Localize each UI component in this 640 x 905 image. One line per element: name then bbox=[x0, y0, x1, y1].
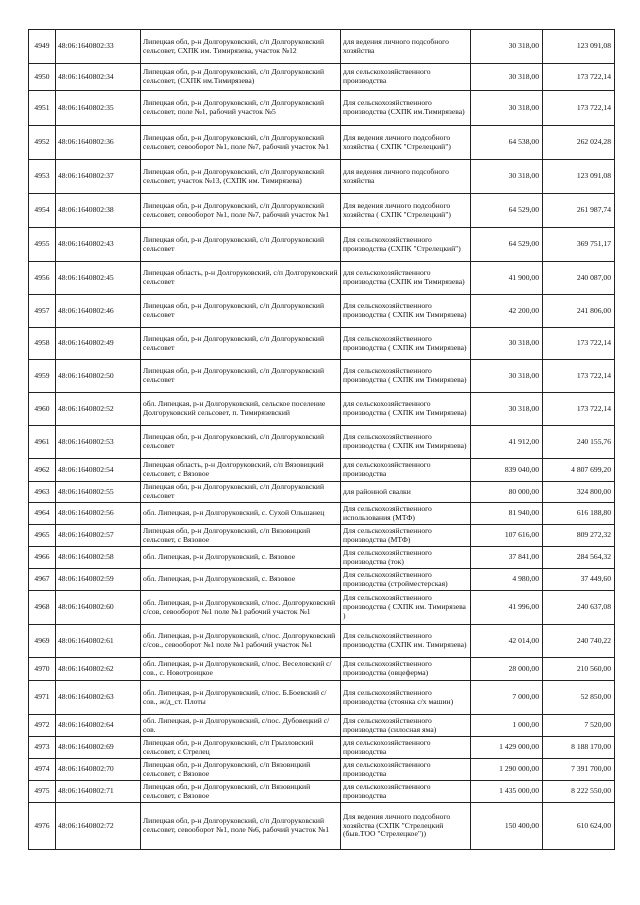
table-row bbox=[29, 525, 615, 547]
permitted-use-cell: для сельскохозяйственного производства (СХПК им Тимирязева) bbox=[341, 262, 471, 295]
permitted-use-cell: Для сельскохозяйственного производства (силосная яма) bbox=[341, 715, 471, 737]
area-cell: 64 529,00 bbox=[471, 194, 543, 228]
table-row bbox=[29, 547, 615, 569]
address-cell: Липецкая обл, р-н Долгоруковский, с/п Вязовицкий сельсовет, с Вязовое bbox=[141, 759, 341, 781]
area-cell: 64 529,00 bbox=[471, 228, 543, 262]
cadastral-value-cell: 240 637,08 bbox=[543, 591, 615, 625]
cadastral-value-cell: 262 024,28 bbox=[543, 126, 615, 160]
area-cell: 41 912,00 bbox=[471, 426, 543, 459]
row-number-cell: 4968 bbox=[29, 591, 56, 625]
permitted-use-cell: для сельскохозяйственного производства ( СХПК им Тимирязева) bbox=[341, 393, 471, 426]
address-cell: Липецкая обл, р-н Долгоруковский, с/п Долгоруковский сельсовет bbox=[141, 426, 341, 459]
address-cell: Липецкая обл, р-н Долгоруковский, с/п Долгоруковский сельсовет, СХПК им. Тимирязева, участок №12 bbox=[141, 30, 341, 64]
cadastral-value-cell: 173 722,14 bbox=[543, 91, 615, 126]
permitted-use-cell: для районной свалки bbox=[341, 482, 471, 503]
address-cell: Липецкая область, р-н Долгоруковский, с/п Долгоруковский сельсовет bbox=[141, 262, 341, 295]
row-number-cell: 4972 bbox=[29, 715, 56, 737]
table-row bbox=[29, 30, 615, 64]
permitted-use-cell: Для сельскохозяйственного производства (овцеферма) bbox=[341, 658, 471, 681]
address-cell: Липецкая обл, р-н Долгоруковский, с/п Долгоруковский сельсовет, севооборот №1, поле №7, рабочий участок №1 bbox=[141, 194, 341, 228]
area-cell: 30 318,00 bbox=[471, 160, 543, 194]
cadastral-number-cell: 48:06:1640802:35 bbox=[56, 91, 141, 126]
address-cell: обл. Липецкая, р-н Долгоруковский, с/пос. Б.Боевский с/сов., ж/д_ст. Плоты bbox=[141, 681, 341, 715]
cadastral-number-cell: 48:06:1640802:52 bbox=[56, 393, 141, 426]
cadastral-number-cell: 48:06:1640802:69 bbox=[56, 737, 141, 759]
cadastral-number-cell: 48:06:1640802:36 bbox=[56, 126, 141, 160]
row-number-cell: 4959 bbox=[29, 360, 56, 393]
table-row bbox=[29, 503, 615, 525]
area-cell: 150 400,00 bbox=[471, 803, 543, 850]
row-number-cell: 4950 bbox=[29, 64, 56, 91]
area-cell: 42 200,00 bbox=[471, 295, 543, 328]
row-number-cell: 4971 bbox=[29, 681, 56, 715]
cadastral-value-cell: 241 806,00 bbox=[543, 295, 615, 328]
cadastral-value-cell: 210 560,00 bbox=[543, 658, 615, 681]
cadastral-value-cell: 173 722,14 bbox=[543, 328, 615, 360]
address-cell: Липецкая область, р-н Долгоруковский, с/п Вязовицкий сельсовет, с Вязовое bbox=[141, 459, 341, 482]
address-cell: Липецкая обл, р-н Долгоруковский, с/п Долгоруковский сельсовет, севооборот №1, поле №7, рабочий участок №1 bbox=[141, 126, 341, 160]
area-cell: 30 318,00 bbox=[471, 64, 543, 91]
permitted-use-cell: Для сельскохозяйственного производства (МТФ) bbox=[341, 525, 471, 547]
row-number-cell: 4969 bbox=[29, 625, 56, 658]
address-cell: Липецкая обл, р-н Долгоруковский, с/п Грызловский сельсовет, с Стрелец bbox=[141, 737, 341, 759]
table-row bbox=[29, 262, 615, 295]
cadastral-value-cell: 123 091,08 bbox=[543, 30, 615, 64]
permitted-use-cell: Для сельскохозяйственного производства (СХПК им.Тимирязева) bbox=[341, 91, 471, 126]
cadastral-number-cell: 48:06:1640802:33 bbox=[56, 30, 141, 64]
area-cell: 1 435 000,00 bbox=[471, 781, 543, 803]
area-cell: 80 000,00 bbox=[471, 482, 543, 503]
area-cell: 28 000,00 bbox=[471, 658, 543, 681]
cadastral-value-cell: 324 800,00 bbox=[543, 482, 615, 503]
table-row bbox=[29, 681, 615, 715]
cadastral-value-cell: 8 188 170,00 bbox=[543, 737, 615, 759]
row-number-cell: 4951 bbox=[29, 91, 56, 126]
address-cell: Липецкая обл, р-н Долгоруковский, с/п Долгоруковский сельсовет bbox=[141, 328, 341, 360]
table-row bbox=[29, 328, 615, 360]
table-row bbox=[29, 803, 615, 850]
permitted-use-cell: Для сельскохозяйственного производства ( СХПК им Тимирязева) bbox=[341, 328, 471, 360]
table-row bbox=[29, 295, 615, 328]
cadastral-number-cell: 48:06:1640802:61 bbox=[56, 625, 141, 658]
table-row bbox=[29, 625, 615, 658]
table-row bbox=[29, 591, 615, 625]
table-row bbox=[29, 658, 615, 681]
cadastral-number-cell: 48:06:1640802:53 bbox=[56, 426, 141, 459]
address-cell: обл. Липецкая, р-н Долгоруковский, с. Вязовое bbox=[141, 569, 341, 591]
permitted-use-cell: Для сельскохозяйственного производства (СХПК "Стрелецкий") bbox=[341, 228, 471, 262]
permitted-use-cell: для ведения личного подсобного хозяйства bbox=[341, 30, 471, 64]
area-cell: 1 000,00 bbox=[471, 715, 543, 737]
table-row bbox=[29, 393, 615, 426]
area-cell: 839 040,00 bbox=[471, 459, 543, 482]
cadastral-value-cell: 37 449,60 bbox=[543, 569, 615, 591]
row-number-cell: 4961 bbox=[29, 426, 56, 459]
cadastral-value-cell: 369 751,17 bbox=[543, 228, 615, 262]
cadastral-number-cell: 48:06:1640802:64 bbox=[56, 715, 141, 737]
cadastral-number-cell: 48:06:1640802:34 bbox=[56, 64, 141, 91]
address-cell: Липецкая обл, р-н Долгоруковский, с/п Долгоруковский сельсовет, участок №13, (СХПК им. Тимирязева) bbox=[141, 160, 341, 194]
permitted-use-cell: Для ведения личного подсобного хозяйства ( СХПК "Стрелецкий") bbox=[341, 194, 471, 228]
row-number-cell: 4974 bbox=[29, 759, 56, 781]
row-number-cell: 4963 bbox=[29, 482, 56, 503]
parcel-table bbox=[28, 29, 615, 850]
cadastral-value-cell: 173 722,14 bbox=[543, 64, 615, 91]
address-cell: Липецкая обл, р-н Долгоруковский, с/п Вязовицкий сельсовет, с Вязовое bbox=[141, 525, 341, 547]
table-row bbox=[29, 64, 615, 91]
area-cell: 37 841,00 bbox=[471, 547, 543, 569]
row-number-cell: 4957 bbox=[29, 295, 56, 328]
permitted-use-cell: Для сельскохозяйственного производства ( СХПК им Тимирязева) bbox=[341, 295, 471, 328]
cadastral-number-cell: 48:06:1640802:46 bbox=[56, 295, 141, 328]
row-number-cell: 4967 bbox=[29, 569, 56, 591]
permitted-use-cell: Для сельскохозяйственного производства (ток) bbox=[341, 547, 471, 569]
table-row bbox=[29, 194, 615, 228]
address-cell: Липецкая обл, р-н Долгоруковский, с/п Вязовицкий сельсовет, с Вязовое bbox=[141, 781, 341, 803]
area-cell: 1 290 000,00 bbox=[471, 759, 543, 781]
cadastral-value-cell: 52 850,00 bbox=[543, 681, 615, 715]
cadastral-value-cell: 7 391 700,00 bbox=[543, 759, 615, 781]
area-cell: 64 538,00 bbox=[471, 126, 543, 160]
cadastral-value-cell: 261 987,74 bbox=[543, 194, 615, 228]
row-number-cell: 4970 bbox=[29, 658, 56, 681]
permitted-use-cell: для сельскохозяйственного производства bbox=[341, 781, 471, 803]
address-cell: обл. Липецкая, р-н Долгоруковский, с. Вязовое bbox=[141, 547, 341, 569]
row-number-cell: 4976 bbox=[29, 803, 56, 850]
table-row bbox=[29, 482, 615, 503]
permitted-use-cell: Для ведения личного подсобного хозяйства (СХПК "Стрелецкий (быв.ТОО "Стрелецкое")) bbox=[341, 803, 471, 850]
cadastral-number-cell: 48:06:1640802:45 bbox=[56, 262, 141, 295]
permitted-use-cell: Для ведения личного подсобного хозяйства ( СХПК "Стрелецкий") bbox=[341, 126, 471, 160]
permitted-use-cell: для сельскохозяйственного производства bbox=[341, 64, 471, 91]
row-number-cell: 4964 bbox=[29, 503, 56, 525]
area-cell: 30 318,00 bbox=[471, 91, 543, 126]
address-cell: обл. Липецкая, р-н Долгоруковский, с/пос. Дубовецкий с/сов. bbox=[141, 715, 341, 737]
address-cell: обл. Липецкая, р-н Долгоруковский, с. Сухой Ольшанец bbox=[141, 503, 341, 525]
cadastral-number-cell: 48:06:1640802:63 bbox=[56, 681, 141, 715]
cadastral-number-cell: 48:06:1640802:54 bbox=[56, 459, 141, 482]
cadastral-number-cell: 48:06:1640802:56 bbox=[56, 503, 141, 525]
area-cell: 41 900,00 bbox=[471, 262, 543, 295]
address-cell: обл. Липецкая, р-н Долгоруковский, с/пос. Веселовский с/сов., с. Новотроицкое bbox=[141, 658, 341, 681]
permitted-use-cell: Для сельскохозяйственного использования (МТФ) bbox=[341, 503, 471, 525]
cadastral-number-cell: 48:06:1640802:62 bbox=[56, 658, 141, 681]
cadastral-value-cell: 240 087,00 bbox=[543, 262, 615, 295]
cadastral-value-cell: 240 155,76 bbox=[543, 426, 615, 459]
table-row bbox=[29, 160, 615, 194]
table-row bbox=[29, 91, 615, 126]
address-cell: обл. Липецкая, р-н Долгоруковский, с/пос. Долгоруковский с/сов, севооборот №1 поле №1 рабочий участок №1 bbox=[141, 591, 341, 625]
table-row bbox=[29, 228, 615, 262]
cadastral-value-cell: 173 722,14 bbox=[543, 393, 615, 426]
cadastral-number-cell: 48:06:1640802:55 bbox=[56, 482, 141, 503]
area-cell: 30 318,00 bbox=[471, 360, 543, 393]
row-number-cell: 4956 bbox=[29, 262, 56, 295]
row-number-cell: 4949 bbox=[29, 30, 56, 64]
cadastral-value-cell: 809 272,32 bbox=[543, 525, 615, 547]
area-cell: 7 000,00 bbox=[471, 681, 543, 715]
permitted-use-cell: для сельскохозяйственного производства bbox=[341, 737, 471, 759]
cadastral-number-cell: 48:06:1640802:57 bbox=[56, 525, 141, 547]
cadastral-value-cell: 284 564,32 bbox=[543, 547, 615, 569]
cadastral-value-cell: 616 188,80 bbox=[543, 503, 615, 525]
address-cell: Липецкая обл, р-н Долгоруковский, с/п Долгоруковский сельсовет bbox=[141, 360, 341, 393]
row-number-cell: 4962 bbox=[29, 459, 56, 482]
row-number-cell: 4952 bbox=[29, 126, 56, 160]
table-row bbox=[29, 459, 615, 482]
area-cell: 30 318,00 bbox=[471, 328, 543, 360]
cadastral-value-cell: 7 520,00 bbox=[543, 715, 615, 737]
land-parcel-register bbox=[28, 29, 614, 850]
cadastral-number-cell: 48:06:1640802:58 bbox=[56, 547, 141, 569]
cadastral-number-cell: 48:06:1640802:50 bbox=[56, 360, 141, 393]
cadastral-value-cell: 123 091,08 bbox=[543, 160, 615, 194]
row-number-cell: 4958 bbox=[29, 328, 56, 360]
cadastral-number-cell: 48:06:1640802:59 bbox=[56, 569, 141, 591]
cadastral-number-cell: 48:06:1640802:70 bbox=[56, 759, 141, 781]
area-cell: 81 940,00 bbox=[471, 503, 543, 525]
row-number-cell: 4965 bbox=[29, 525, 56, 547]
address-cell: Липецкая обл, р-н Долгоруковский, с/п Долгоруковский сельсовет, севооборот №1, поле №6, рабочий участок №1 bbox=[141, 803, 341, 850]
parcel-table-body bbox=[29, 30, 615, 850]
area-cell: 41 996,00 bbox=[471, 591, 543, 625]
row-number-cell: 4955 bbox=[29, 228, 56, 262]
address-cell: Липецкая обл, р-н Долгоруковский, с/п Долгоруковский сельсовет bbox=[141, 228, 341, 262]
permitted-use-cell: Для сельскохозяйственного производства (стройместерская) bbox=[341, 569, 471, 591]
row-number-cell: 4973 bbox=[29, 737, 56, 759]
row-number-cell: 4975 bbox=[29, 781, 56, 803]
row-number-cell: 4966 bbox=[29, 547, 56, 569]
cadastral-number-cell: 48:06:1640802:71 bbox=[56, 781, 141, 803]
table-row bbox=[29, 781, 615, 803]
table-row bbox=[29, 360, 615, 393]
cadastral-value-cell: 8 222 550,00 bbox=[543, 781, 615, 803]
cadastral-number-cell: 48:06:1640802:37 bbox=[56, 160, 141, 194]
cadastral-number-cell: 48:06:1640802:60 bbox=[56, 591, 141, 625]
table-row bbox=[29, 426, 615, 459]
permitted-use-cell: для сельскохозяйственного производства bbox=[341, 759, 471, 781]
table-row bbox=[29, 737, 615, 759]
row-number-cell: 4954 bbox=[29, 194, 56, 228]
area-cell: 30 318,00 bbox=[471, 30, 543, 64]
area-cell: 42 014,00 bbox=[471, 625, 543, 658]
permitted-use-cell: Для сельскохозяйственного производства ( СХПК им. Тимирязева ) bbox=[341, 591, 471, 625]
permitted-use-cell: Для сельскохозяйственного производства (стоянка с/х машин) bbox=[341, 681, 471, 715]
permitted-use-cell: Для сельскохозяйственного производства (СХПК им. Тимирязева) bbox=[341, 625, 471, 658]
address-cell: Липецкая обл, р-н Долгоруковский, с/п Долгоруковский сельсовет bbox=[141, 482, 341, 503]
cadastral-value-cell: 610 624,00 bbox=[543, 803, 615, 850]
address-cell: Липецкая обл, р-н Долгоруковский, с/п Долгоруковский сельсовет, (СХПК им.Тимирязева) bbox=[141, 64, 341, 91]
address-cell: Липецкая обл, р-н Долгоруковский, с/п Долгоруковский сельсовет, поле №1, рабочий участок №5 bbox=[141, 91, 341, 126]
cadastral-value-cell: 4 807 699,20 bbox=[543, 459, 615, 482]
cadastral-value-cell: 240 740,22 bbox=[543, 625, 615, 658]
address-cell: обл. Липецкая, р-н Долгоруковский, сельское поселение Долгоруковский сельсовет, п. Тимирязевский bbox=[141, 393, 341, 426]
permitted-use-cell: Для сельскохозяйственного производства ( СХПК им Тимирязева) bbox=[341, 426, 471, 459]
area-cell: 4 980,00 bbox=[471, 569, 543, 591]
table-row bbox=[29, 715, 615, 737]
area-cell: 1 429 000,00 bbox=[471, 737, 543, 759]
area-cell: 30 318,00 bbox=[471, 393, 543, 426]
cadastral-number-cell: 48:06:1640802:72 bbox=[56, 803, 141, 850]
row-number-cell: 4960 bbox=[29, 393, 56, 426]
area-cell: 107 616,00 bbox=[471, 525, 543, 547]
cadastral-number-cell: 48:06:1640802:43 bbox=[56, 228, 141, 262]
address-cell: обл. Липецкая, р-н Долгоруковский, с/пос. Долгоруковский с/сов., севооборот №1 поле №1 рабочий участок №1 bbox=[141, 625, 341, 658]
cadastral-value-cell: 173 722,14 bbox=[543, 360, 615, 393]
table-row bbox=[29, 569, 615, 591]
permitted-use-cell: для сельскохозяйственного производства bbox=[341, 459, 471, 482]
table-row bbox=[29, 759, 615, 781]
cadastral-number-cell: 48:06:1640802:49 bbox=[56, 328, 141, 360]
address-cell: Липецкая обл, р-н Долгоруковский, с/п Долгоруковский сельсовет bbox=[141, 295, 341, 328]
row-number-cell: 4953 bbox=[29, 160, 56, 194]
table-row bbox=[29, 126, 615, 160]
permitted-use-cell: для ведения личного подсобного хозяйства bbox=[341, 160, 471, 194]
cadastral-number-cell: 48:06:1640802:38 bbox=[56, 194, 141, 228]
permitted-use-cell: Для сельскохозяйственного производства ( СХПК им Тимирязева) bbox=[341, 360, 471, 393]
